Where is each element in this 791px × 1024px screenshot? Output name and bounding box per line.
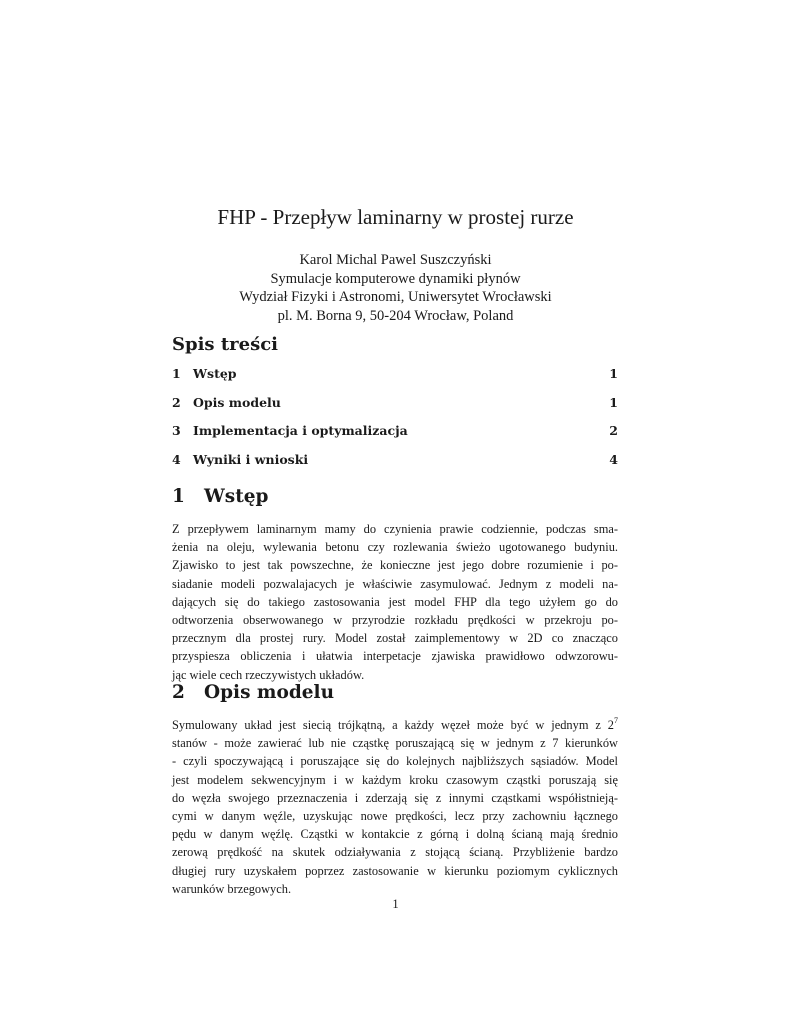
paragraph-line: jest modelem sekwencyjnym i w każdym kroku czasowym cząstki poruszają się bbox=[172, 772, 618, 787]
paragraph-line: zerową prędkość na skutek odziaływania z stojącą ścianą. Przybliżenie bardzo bbox=[172, 845, 618, 860]
toc-item[interactable] bbox=[172, 423, 618, 452]
paragraph-line: przyspiesza obliczenia i ułatwia interpetacje zjawiska prawidłowo odwzorowu- bbox=[172, 649, 618, 664]
section-1-paragraph bbox=[172, 520, 618, 684]
paragraph-line: cymi w danym węźle, uzyskując nowe prędkości, lecz przy zachowniu łącznego bbox=[172, 809, 618, 824]
section-title: Opis modelu bbox=[204, 682, 335, 703]
paragraph-line: żenia na oleju, wylewania betonu czy rozlewania świeżo ugotowanego budyniu. bbox=[172, 540, 618, 555]
section-title: Wstęp bbox=[204, 486, 269, 507]
toc-item[interactable] bbox=[172, 366, 618, 395]
paragraph-line: - czyli spoczywającą i poruszające się do kolejnych najbliższych sąsiadów. Model bbox=[172, 754, 618, 769]
toc-item[interactable] bbox=[172, 395, 618, 424]
paragraph-line: jąc wiele cech rzeczywistych układów. bbox=[172, 667, 365, 682]
paragraph-line: odtworzenia obserwowanego w przyrodzie rozkładu prędkości w przekroju po- bbox=[172, 613, 618, 628]
section-number: 1 bbox=[172, 486, 185, 507]
section-heading-2 bbox=[172, 682, 334, 703]
toc-item[interactable] bbox=[172, 452, 618, 481]
toc-item-label: Opis modelu bbox=[193, 394, 281, 410]
author-block bbox=[0, 251, 791, 325]
paragraph-line: siadanie modeli pozwalajacych je właściwie zasymulować. Jednym z modeli na- bbox=[172, 576, 618, 591]
toc-heading: Spis treści bbox=[172, 334, 279, 355]
section-heading-1 bbox=[172, 486, 268, 507]
toc-item-page: 1 bbox=[609, 366, 618, 381]
toc-item-label: Wyniki i wnioski bbox=[193, 451, 309, 467]
paragraph-line: pędu w danym węźlę. Cząstki w kontakcie z górną i dolną ścianą mają średnio bbox=[172, 827, 618, 842]
author-name: Karol Michal Pawel Suszczyński bbox=[299, 252, 492, 268]
paper-title: FHP - Przepływ laminarny w prostej rurze bbox=[217, 205, 574, 229]
toc-item-number: 2 bbox=[172, 394, 181, 410]
paragraph-line: stanów - może zawierać lub nie cząstkę poruszającą się w jednym z 7 kierunków bbox=[172, 736, 618, 751]
section-number: 2 bbox=[172, 682, 185, 703]
section-2-paragraph bbox=[172, 716, 618, 898]
paragraph-line: dających się do takiego zastosowania jest model FHP dla tego użyłem go do bbox=[172, 594, 618, 609]
toc-item-page: 4 bbox=[609, 451, 618, 467]
paragraph-line: warunków brzegowych. bbox=[172, 881, 292, 896]
table-of-contents bbox=[172, 366, 618, 480]
paragraph-first-line bbox=[172, 716, 618, 734]
paragraph-line: długiej rury uzyskałem poprzez zastosowanie w kierunku poziomym cyklicznych bbox=[172, 863, 618, 878]
paragraph-line: do węzła swojego przeznaczenia i zderzają się z innymi cząstkami współistnieją- bbox=[172, 790, 618, 805]
toc-item-number: 3 bbox=[172, 423, 181, 438]
toc-item-page: 2 bbox=[609, 423, 618, 438]
toc-item-number: 1 bbox=[172, 366, 181, 381]
paragraph-line: przecznym dla prostej rury. Model został zaimplementowy w 2D co znacząco bbox=[172, 631, 618, 646]
paragraph-line: Zjawisko to jest tak powszechne, że konieczne jest jego dobre rozumienie i po- bbox=[172, 558, 618, 573]
toc-item-label: Implementacja i optymalizacja bbox=[193, 423, 408, 438]
page-number: 1 bbox=[392, 897, 399, 911]
paragraph-text: Symulowany układ jest siecią trójkątną, a każdy węzeł może być w jednym z 2 bbox=[172, 718, 614, 732]
toc-item-page: 1 bbox=[609, 394, 618, 410]
author-faculty: Wydział Fizyki i Astronomi, Uniwersytet Wrocławski bbox=[239, 289, 552, 305]
toc-item-label: Wstęp bbox=[193, 366, 237, 381]
superscript-exponent: 7 bbox=[614, 716, 618, 725]
toc-item-number: 4 bbox=[172, 451, 181, 467]
author-course: Symulacje komputerowe dynamiki płynów bbox=[270, 270, 521, 287]
author-address: pl. M. Borna 9, 50-204 Wrocław, Poland bbox=[277, 307, 514, 324]
paragraph-line: Z przepływem laminarnym mamy do czynienia prawie codziennie, podczas sma- bbox=[172, 522, 618, 536]
